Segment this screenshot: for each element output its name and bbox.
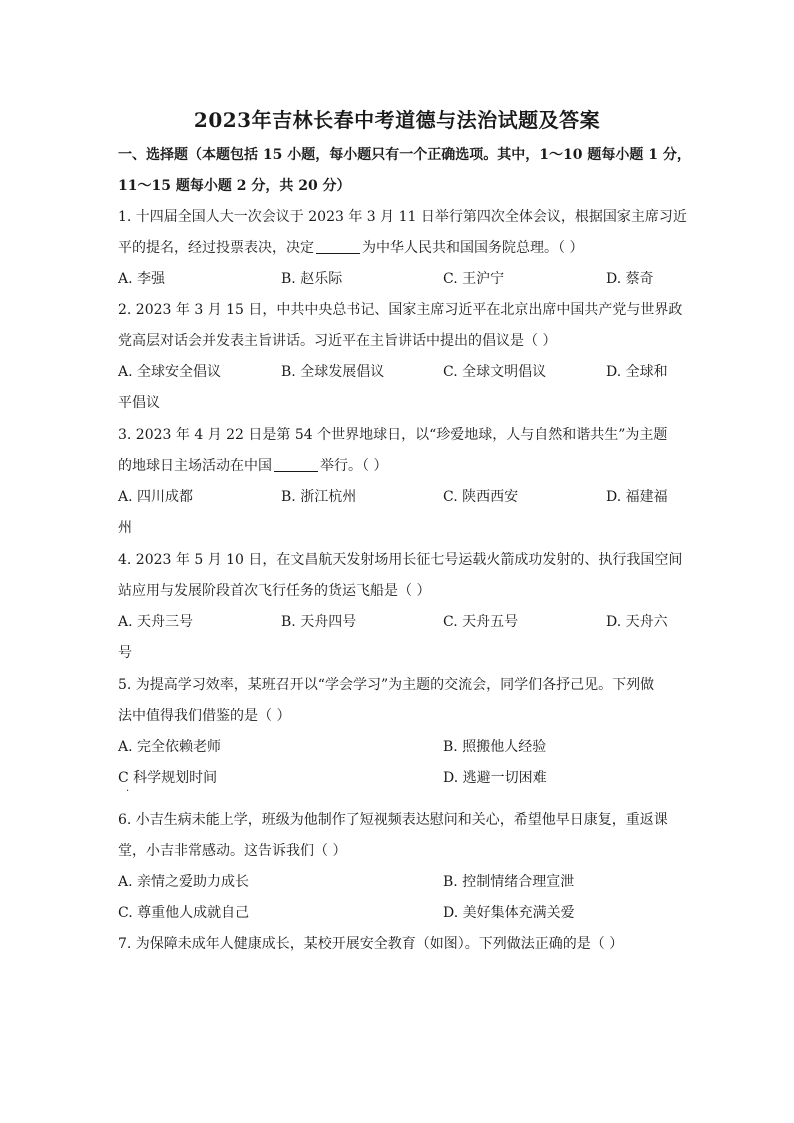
q1-stem-line1: 1. 十四届全国人大一次会议于 2023 年 3 月 11 日举行第四次全体会议，根据国家主席习近	[118, 209, 687, 225]
q5-option-a: A. 完全依赖老师	[118, 739, 222, 755]
q5-option-c: C 科学规划时间	[118, 770, 218, 786]
q6-stem-line1: 6. 小吉生病未能上学，班级为他制作了短视频表达慰问和关心，希望他早日康复，重返课	[118, 812, 668, 828]
q2-stem-line2: 党高层对话会并发表主旨讲话。习近平在主旨讲话中提出的倡议是（ ）	[118, 333, 557, 349]
q6-option-a: A. 亲情之爱助力成长	[118, 874, 250, 890]
q3-stem-line2	[118, 456, 387, 476]
q3-option-c: C. 陕西西安	[443, 489, 519, 505]
q5-stray-dot: ·	[126, 786, 130, 797]
q2-option-b: B. 全球发展倡议	[281, 364, 385, 380]
q3-blank	[274, 457, 318, 472]
document-title: 2023年吉林长春中考道德与法治试题及答案	[193, 108, 601, 132]
q4-option-c: C. 天舟五号	[443, 614, 519, 630]
q2-option-c: C. 全球文明倡议	[443, 364, 547, 380]
q1-stem-part-b: 为中华人民共和国国务院总理。（ ）	[362, 240, 584, 256]
q6-option-d: D. 美好集体充满关爱	[443, 905, 575, 921]
q4-option-d-continued: 号	[118, 645, 132, 661]
q4-stem-line2: 站应用与发展阶段首次飞行任务的货运飞船是（ ）	[118, 583, 431, 599]
q1-option-a: A. 李强	[118, 271, 166, 287]
q5-stem-line1: 5. 为提高学习效率，某班召开以“学会学习”为主题的交流会，同学们各抒己见。下列做	[118, 677, 655, 693]
q2-option-d: D. 全球和	[606, 364, 668, 380]
q3-stem-line1: 3. 2023 年 4 月 22 日是第 54 个世界地球日，以“珍爱地球，人与自然和谐共生”为主题	[118, 427, 668, 443]
q1-option-b: B. 赵乐际	[281, 271, 343, 287]
section-heading-line1: 一、选择题（本题包括 15 小题，每小题只有一个正确选项。其中，1～10 题每小题 1 分，	[118, 147, 691, 163]
q6-option-b: B. 控制情绪合理宣泄	[443, 874, 575, 890]
section-heading-line2: 11～15 题每小题 2 分，共 20 分）	[118, 178, 351, 194]
q5-option-b: B. 照搬他人经验	[443, 739, 547, 755]
q6-stem-line2: 堂，小吉非常感动。这告诉我们（ ）	[118, 843, 347, 859]
q3-stem-part-a: 的地球日主场活动在中国	[118, 458, 272, 474]
q1-option-d: D. 蔡奇	[606, 271, 654, 287]
q4-option-a: A. 天舟三号	[118, 614, 194, 630]
q5-option-d: D. 逃避一切困难	[443, 770, 547, 786]
q1-option-c: C. 王沪宁	[443, 271, 505, 287]
q2-option-d-continued: 平倡议	[118, 395, 160, 411]
q1-stem-line2	[118, 238, 583, 258]
q2-stem-line1: 2. 2023 年 3 月 15 日，中共中央总书记、国家主席习近平在北京出席中国共产党与世界政	[118, 302, 683, 318]
q3-option-d: D. 福建福	[606, 489, 668, 505]
q3-option-b: B. 浙江杭州	[281, 489, 357, 505]
q4-option-b: B. 天舟四号	[281, 614, 357, 630]
q3-option-a: A. 四川成都	[118, 489, 194, 505]
q2-option-a: A. 全球安全倡议	[118, 364, 222, 380]
q1-stem-part-a: 平的提名，经过投票表决，决定	[118, 240, 314, 256]
q4-option-d: D. 天舟六	[606, 614, 668, 630]
q3-stem-part-b: 举行。（ ）	[320, 458, 388, 474]
q5-stem-line2: 法中值得我们借鉴的是（ ）	[118, 708, 291, 724]
q4-stem-line1: 4. 2023 年 5 月 10 日，在文昌航天发射场用长征七号运载火箭成功发射的、执行我国空间	[118, 552, 683, 568]
q6-option-c: C. 尊重他人成就自己	[118, 905, 250, 921]
q3-option-d-continued: 州	[118, 520, 132, 536]
q1-blank	[316, 239, 360, 254]
q7-stem-line1: 7. 为保障未成年人健康成长，某校开展安全教育（如图）。下列做法正确的是（ ）	[118, 936, 624, 952]
